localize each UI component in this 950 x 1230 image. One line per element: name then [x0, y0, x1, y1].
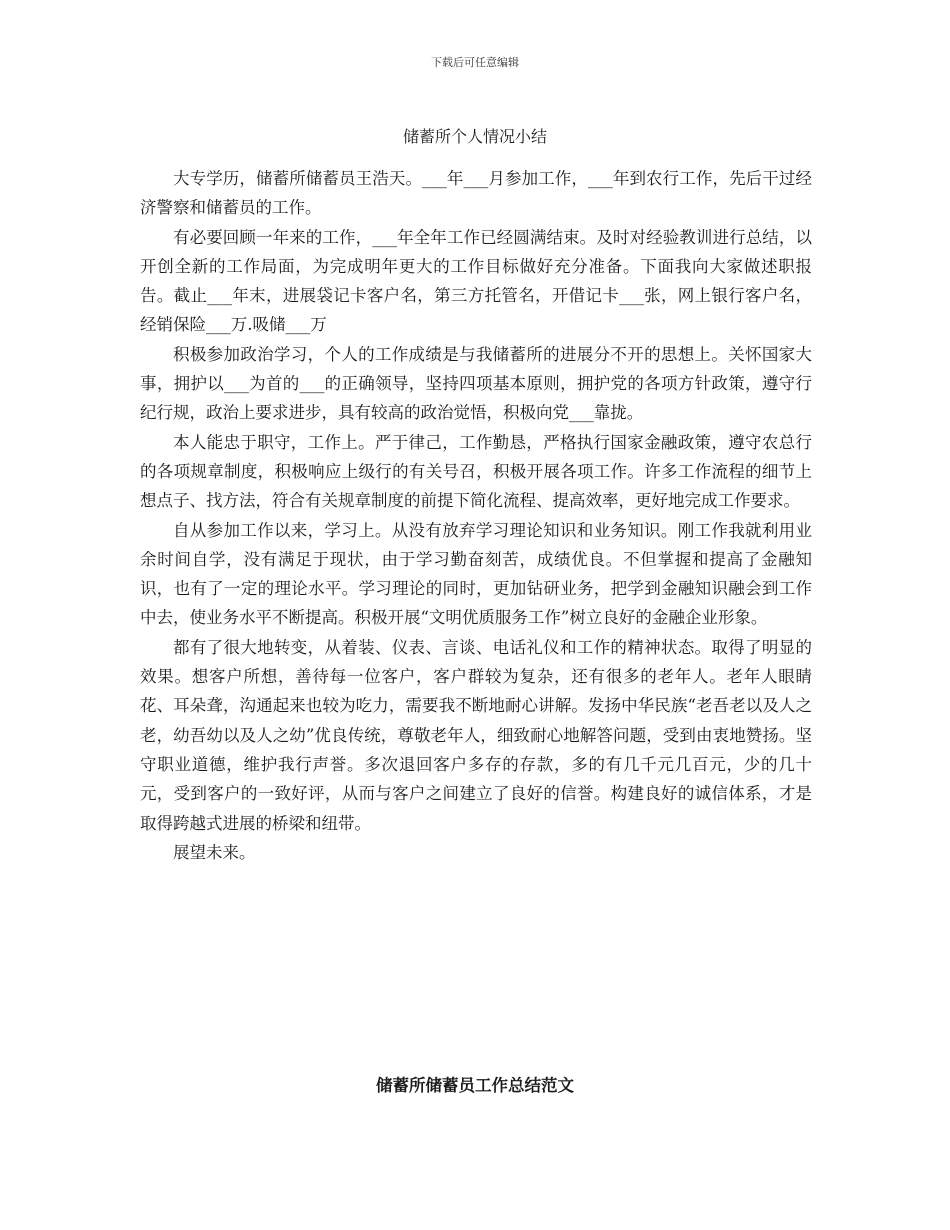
document-title: 储蓄所个人情况小结	[402, 127, 547, 146]
document-body	[140, 164, 812, 867]
section-heading: 储蓄所储蓄员工作总结范文	[376, 1076, 574, 1095]
paragraph-outlook: 展望未来。	[173, 842, 256, 862]
paragraph-service: 都有了很大地转变，从着装、仪表、言谈、电话礼仪和工作的精神状态。取得了明显的效果。想客户所想，善待每一位客户，客户群较为复杂，还有很多的老年人。老年人眼睛花、耳朵聋，沟通起来也较为吃力，需要我不断地耐心讲解。发扬中华民族“老吾老以及人之老，幼吾幼以及人之幼”优良传统，尊敬老年人，细致耐心地解答问题，受到由衷地赞扬。坚守职业道德，维护我行声誉。多次退回客户多存的存款，多的有几千元几百元，少的几十元，受到客户的一致好评，从而与客户之间建立了良好的信誉。构建良好的诚信体系，才是取得跨越式进展的桥梁和纽带。	[140, 637, 812, 833]
paragraph-work: 本人能忠于职守，工作上。严于律己，工作勤恳，严格执行国家金融政策，遵守农总行的各项规章制度，积极响应上级行的有关号召，积极开展各项工作。许多工作流程的细节上想点子、找方法，符合有关规章制度的前提下简化流程、提高效率，更好地完成工作要求。	[140, 432, 812, 511]
paragraph-politics: 积极参加政治学习，个人的工作成绩是与我储蓄所的进展分不开的思想上。关怀国家大事，拥护以___为首的___的正确领导，坚持四项基本原则，拥护党的各项方针政策，遵守行纪行规，政治上要求进步，具有较高的政治觉悟，积极向党___靠拢。	[140, 344, 812, 423]
paragraph-review: 有必要回顾一年来的工作，___年全年工作已经圆满结束。及时对经验教训进行总结，以开创全新的工作局面，为完成明年更大的工作目标做好充分准备。下面我向大家做述职报告。截止___年末，进展袋记卡客户名，第三方托管名，开借记卡___张，网上银行客户名，经销保险___万.吸储___万	[140, 227, 812, 335]
header-note: 下载后可任意编辑	[431, 56, 519, 69]
paragraph-intro: 大专学历，储蓄所储蓄员王浩天。___年___月参加工作，___年到农行工作，先后干过经济警察和储蓄员的工作。	[140, 169, 812, 218]
paragraph-study: 自从参加工作以来，学习上。从没有放弃学习理论知识和业务知识。刚工作我就利用业余时间自学，没有满足于现状，由于学习勤奋刻苦，成绩优良。不但掌握和提高了金融知识，也有了一定的理论水平。学习理论的同时，更加钻研业务，把学到金融知识融会到工作中去，使业务水平不断提高。积极开展“文明优质服务工作”树立良好的金融企业形象。	[140, 520, 812, 628]
